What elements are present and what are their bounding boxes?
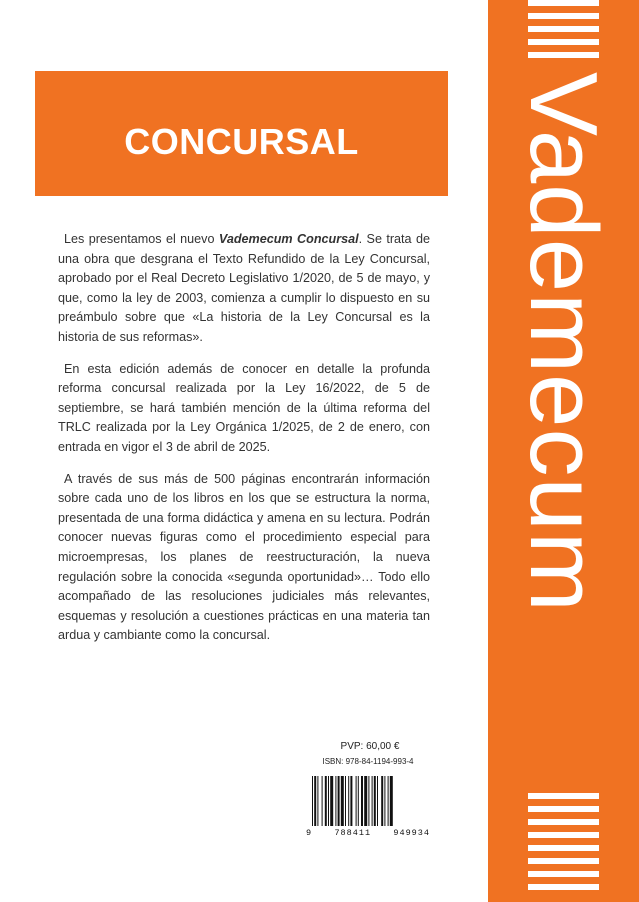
spine-stripes-bottom — [528, 793, 599, 897]
barcode-digit-lead: 9 — [306, 828, 313, 838]
barcode — [310, 776, 428, 828]
price: PVP: 60,00 € — [340, 741, 400, 752]
barcode-digits — [306, 828, 430, 838]
paragraph-1-post: . Se trata de una obra que desgrana el Texto Refundido de la Ley Concursal, aprobado por el Real Decreto Legislativo 1/2020, de 5 de mayo, y que, como la ley de 2003, comienza a cumplir lo dispuesto en su preámbulo sobre que «La historia de la Ley Concursal es la historia de sus reformas». — [58, 232, 430, 344]
paragraph-1-pre: Les presentamos el nuevo — [64, 232, 219, 246]
spine-title: Vademecum — [510, 72, 617, 613]
title-banner — [35, 71, 448, 196]
book-title-emphasis: Vademecum Concursal — [218, 232, 359, 246]
spine — [488, 0, 639, 902]
paragraph-2: En esta edición además de conocer en detalle la profunda reforma concursal realizada por la Ley 16/2022, de 5 de septiembre, se hará también mención de la última reforma del TRLC realizada por la Ley Orgánica 1/2025, de 2 de enero, con entrada en vigor el 3 de abril de 2025. — [58, 361, 430, 454]
banner-title: CONCURSAL — [124, 121, 359, 162]
paragraph-1 — [58, 230, 430, 348]
description — [58, 230, 430, 658]
barcode-digits-right: 949934 — [393, 828, 430, 838]
barcode-bars — [310, 776, 428, 828]
barcode-digits-left: 788411 — [334, 828, 372, 838]
spine-stripes-top — [528, 0, 599, 65]
paragraph-3: A través de sus más de 500 páginas encontrarán información sobre cada uno de los libros en los que se estructura la norma, presentada de una forma didáctica y amena en su lectura. Podrán conocer nuevas figuras como el procedimiento especial para microempresas, los planes de reestructuración, la nueva regulación sobre la conocida «segunda oportunidad»… Todo ello acompañado de las resoluciones judiciales más relevantes, esquemas y resolución a cuestiones prácticas en una materia tan ardua y cambiante como la concursal. — [58, 471, 430, 643]
isbn: ISBN: 978-84-1194-993-4 — [322, 757, 414, 766]
